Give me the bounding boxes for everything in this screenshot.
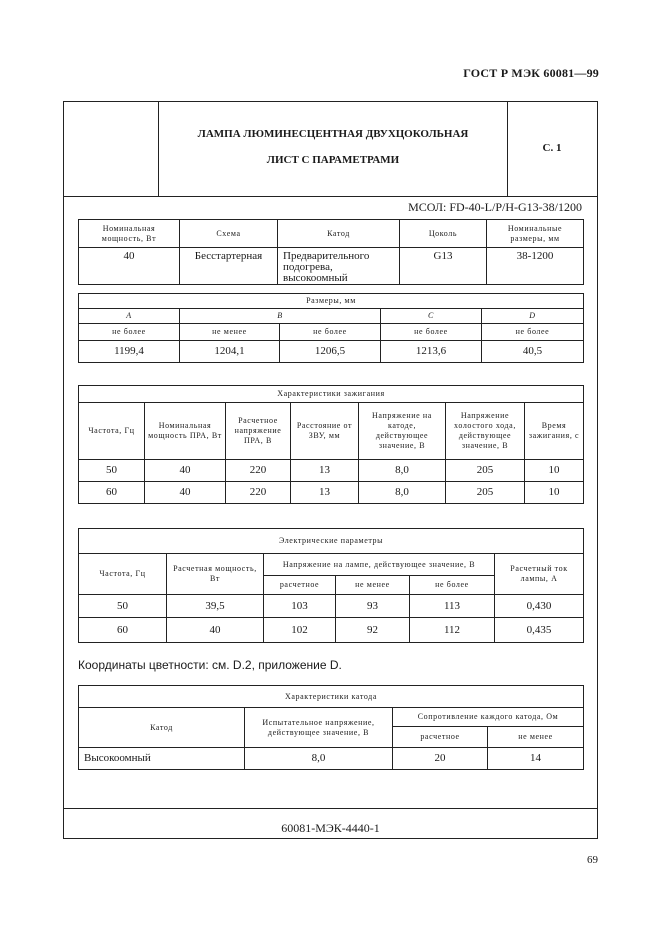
sheet-title: ЛАМПА ЛЮМИНЕСЦЕНТНАЯ ДВУХЦОКОЛЬНАЯ <box>197 128 469 140</box>
table-cell: 60 <box>79 482 145 504</box>
table-cell: 220 <box>226 460 291 482</box>
table-row <box>79 708 584 727</box>
header-cell: Расчетное напряжение ПРА, В <box>226 403 291 460</box>
table-cell: 40 <box>145 482 226 504</box>
table-cell: 0,435 <box>495 618 584 643</box>
table-cell: 8,0 <box>245 748 393 770</box>
table-cell: 113 <box>410 595 495 618</box>
table-cell: 1213,6 <box>381 341 482 363</box>
table-cell: 1199,4 <box>79 341 180 363</box>
table-cell: 0,430 <box>495 595 584 618</box>
footer-divider <box>64 808 597 809</box>
cathode-characteristics-table <box>78 685 584 770</box>
table-row <box>79 748 584 770</box>
table-cell: 50 <box>79 595 167 618</box>
sheet-title-cell <box>158 102 508 196</box>
header-cell: Напряжение холостого хода, действующее значение, В <box>446 403 525 460</box>
sheet-page-label: С. 1 <box>542 142 562 154</box>
table-row <box>79 248 584 285</box>
header-cell: не более <box>410 576 495 595</box>
table-row <box>79 294 584 309</box>
table-cell: 220 <box>226 482 291 504</box>
table-cell: 103 <box>264 595 336 618</box>
table-row <box>79 686 584 708</box>
header-cell: не более <box>482 324 584 341</box>
header-cell: B <box>180 309 381 324</box>
header-cell: A <box>79 309 180 324</box>
header-cell: Частота, Гц <box>79 554 167 595</box>
header-cell: Цоколь <box>400 220 487 248</box>
table-cell: 1204,1 <box>180 341 280 363</box>
header-cell: Катод <box>278 220 400 248</box>
table-cell: 205 <box>446 482 525 504</box>
starting-characteristics-table <box>78 385 584 504</box>
header-cell: не менее <box>336 576 410 595</box>
electrical-parameters-table <box>78 528 584 643</box>
header-cell: C <box>381 309 482 324</box>
header-cell: не менее <box>180 324 280 341</box>
chromaticity-note: Координаты цветности: см. D.2, приложение D. <box>78 658 342 672</box>
table-cell: 205 <box>446 460 525 482</box>
standard-id: ГОСТ Р МЭК 60081—99 <box>463 66 599 80</box>
header-cell: Частота, Гц <box>79 403 145 460</box>
header-cell: Напряжение на катоде, действующее значение, В <box>359 403 446 460</box>
table-row <box>79 386 584 403</box>
table-row <box>79 341 584 363</box>
header-cell: Номинальные размеры, мм <box>487 220 584 248</box>
header-cell: не более <box>381 324 482 341</box>
sheet-code: 60081-МЭК-4440-1 <box>281 821 380 835</box>
header-cell: Расчетный ток лампы, А <box>495 554 584 595</box>
table-row <box>79 618 584 643</box>
table-cell: 13 <box>291 482 359 504</box>
sheet-subtitle: ЛИСТ С ПАРАМЕТРАМИ <box>266 154 400 166</box>
header-cell: Номинальная мощность ПРА, Вт <box>145 403 226 460</box>
table-cell: 10 <box>525 460 584 482</box>
dimensions-table <box>78 293 584 363</box>
header-cell: Катод <box>79 708 245 748</box>
table-cell: 10 <box>525 482 584 504</box>
table-row <box>79 554 584 576</box>
header-cell: не менее <box>488 727 584 748</box>
table-title: Размеры, мм <box>79 294 584 309</box>
table-row <box>79 529 584 554</box>
table-cell: 60 <box>79 618 167 643</box>
table-cell: 14 <box>488 748 584 770</box>
table-cell: 92 <box>336 618 410 643</box>
table-cell: 20 <box>393 748 488 770</box>
table-row <box>79 324 584 341</box>
table-cell: Высокоомный <box>79 748 245 770</box>
table-cell: 102 <box>264 618 336 643</box>
table-cell: 40 <box>167 618 264 643</box>
table-row <box>79 220 584 248</box>
model-designation: МСОЛ: FD-40-L/P/H-G13-38/1200 <box>408 200 582 214</box>
table-cell: G13 <box>400 248 487 285</box>
header-cell: Номинальная мощность, Вт <box>79 220 180 248</box>
table-cell: 112 <box>410 618 495 643</box>
table-cell: 38-1200 <box>487 248 584 285</box>
header-cell: расчетное <box>264 576 336 595</box>
table-cell: 8,0 <box>359 460 446 482</box>
table-title: Электрические параметры <box>79 529 584 554</box>
header-cell: расчетное <box>393 727 488 748</box>
table-row <box>79 309 584 324</box>
table-row <box>79 482 584 504</box>
page-number: 69 <box>587 854 598 866</box>
table-row <box>79 595 584 618</box>
header-cell: Схема <box>180 220 278 248</box>
header-cell: Расстояние от ЗВУ, мм <box>291 403 359 460</box>
table-cell: 40,5 <box>482 341 584 363</box>
header-cell: не более <box>79 324 180 341</box>
table-cell: 93 <box>336 595 410 618</box>
table-title: Характеристики зажигания <box>79 386 584 403</box>
table-cell: Бесстартерная <box>180 248 278 285</box>
table-cell: 50 <box>79 460 145 482</box>
table-cell: Предварительного подогрева, высокоомный <box>278 248 400 285</box>
header-cell: D <box>482 309 584 324</box>
header-cell: не более <box>280 324 381 341</box>
table-cell: 8,0 <box>359 482 446 504</box>
header-cell: Испытательное напряжение, действующее значение, В <box>245 708 393 748</box>
general-table <box>78 219 584 285</box>
table-cell: 13 <box>291 460 359 482</box>
table-title: Характеристики катода <box>79 686 584 708</box>
table-cell: 40 <box>79 248 180 285</box>
header-cell: Сопротивление каждого катода, Ом <box>393 708 584 727</box>
table-cell: 39,5 <box>167 595 264 618</box>
table-cell: 40 <box>145 460 226 482</box>
header-cell: Расчетная мощность, Вт <box>167 554 264 595</box>
table-row <box>79 460 584 482</box>
header-cell: Время зажигания, с <box>525 403 584 460</box>
table-cell: 1206,5 <box>280 341 381 363</box>
sheet-header <box>64 102 597 197</box>
header-cell: Напряжение на лампе, действующее значение, В <box>264 554 495 576</box>
table-row <box>79 403 584 460</box>
